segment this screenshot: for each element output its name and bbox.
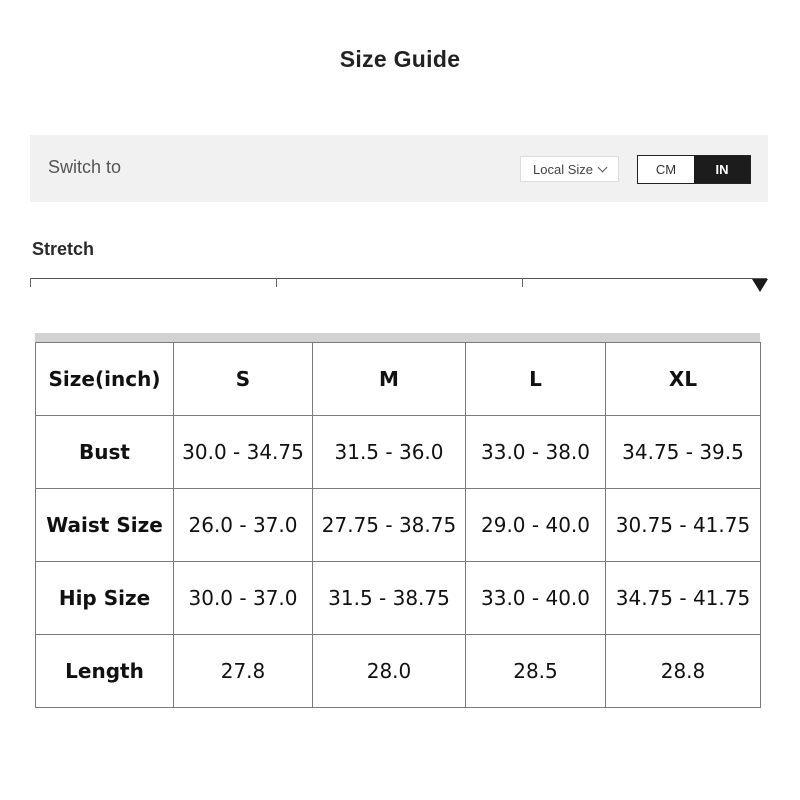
chevron-down-icon xyxy=(598,162,608,172)
stretch-scale xyxy=(30,278,767,302)
table-row xyxy=(36,489,761,562)
stretch-tick xyxy=(522,278,523,287)
table-header-size: XL xyxy=(606,343,761,416)
measurement-value: 27.75 - 38.75 xyxy=(313,489,466,562)
unit-in-button[interactable]: IN xyxy=(694,156,750,183)
stretch-tick xyxy=(30,278,31,287)
measurement-label: Waist Size xyxy=(36,489,174,562)
measurement-value: 34.75 - 39.5 xyxy=(606,416,761,489)
page-title: Size Guide xyxy=(339,46,461,72)
measurement-label: Length xyxy=(36,635,174,708)
measurement-label: Bust xyxy=(36,416,174,489)
table-row xyxy=(36,416,761,489)
measurement-value: 28.0 xyxy=(313,635,466,708)
unit-toggle xyxy=(637,155,751,184)
unit-cm-button[interactable]: CM xyxy=(638,156,694,183)
stretch-label: Stretch xyxy=(32,239,95,259)
table-header-size: L xyxy=(466,343,606,416)
stretch-tick xyxy=(276,278,277,287)
local-size-dropdown[interactable] xyxy=(520,156,619,182)
table-top-bar xyxy=(35,333,760,342)
measurement-value: 29.0 - 40.0 xyxy=(466,489,606,562)
local-size-label: Local Size xyxy=(533,161,593,177)
measurement-value: 31.5 - 36.0 xyxy=(313,416,466,489)
table-header-row xyxy=(36,343,761,416)
measurement-value: 31.5 - 38.75 xyxy=(313,562,466,635)
size-table-container xyxy=(35,333,760,708)
measurement-value: 27.8 xyxy=(174,635,313,708)
table-row xyxy=(36,562,761,635)
table-header-size: S xyxy=(174,343,313,416)
size-table xyxy=(35,342,761,708)
measurement-value: 30.0 - 37.0 xyxy=(174,562,313,635)
measurement-value: 34.75 - 41.75 xyxy=(606,562,761,635)
measurement-value: 30.75 - 41.75 xyxy=(606,489,761,562)
measurement-value: 33.0 - 38.0 xyxy=(466,416,606,489)
table-row xyxy=(36,635,761,708)
measurement-value: 28.8 xyxy=(606,635,761,708)
measurement-value: 28.5 xyxy=(466,635,606,708)
table-header-size: M xyxy=(313,343,466,416)
measurement-value: 26.0 - 37.0 xyxy=(174,489,313,562)
measurement-value: 33.0 - 40.0 xyxy=(466,562,606,635)
table-header-size-unit: Size(inch) xyxy=(36,343,174,416)
switch-to-label: Switch to xyxy=(48,157,122,177)
stretch-level-marker-icon xyxy=(752,279,768,292)
unit-switch-bar xyxy=(30,135,768,202)
stretch-scale-line xyxy=(30,278,767,279)
measurement-label: Hip Size xyxy=(36,562,174,635)
measurement-value: 30.0 - 34.75 xyxy=(174,416,313,489)
